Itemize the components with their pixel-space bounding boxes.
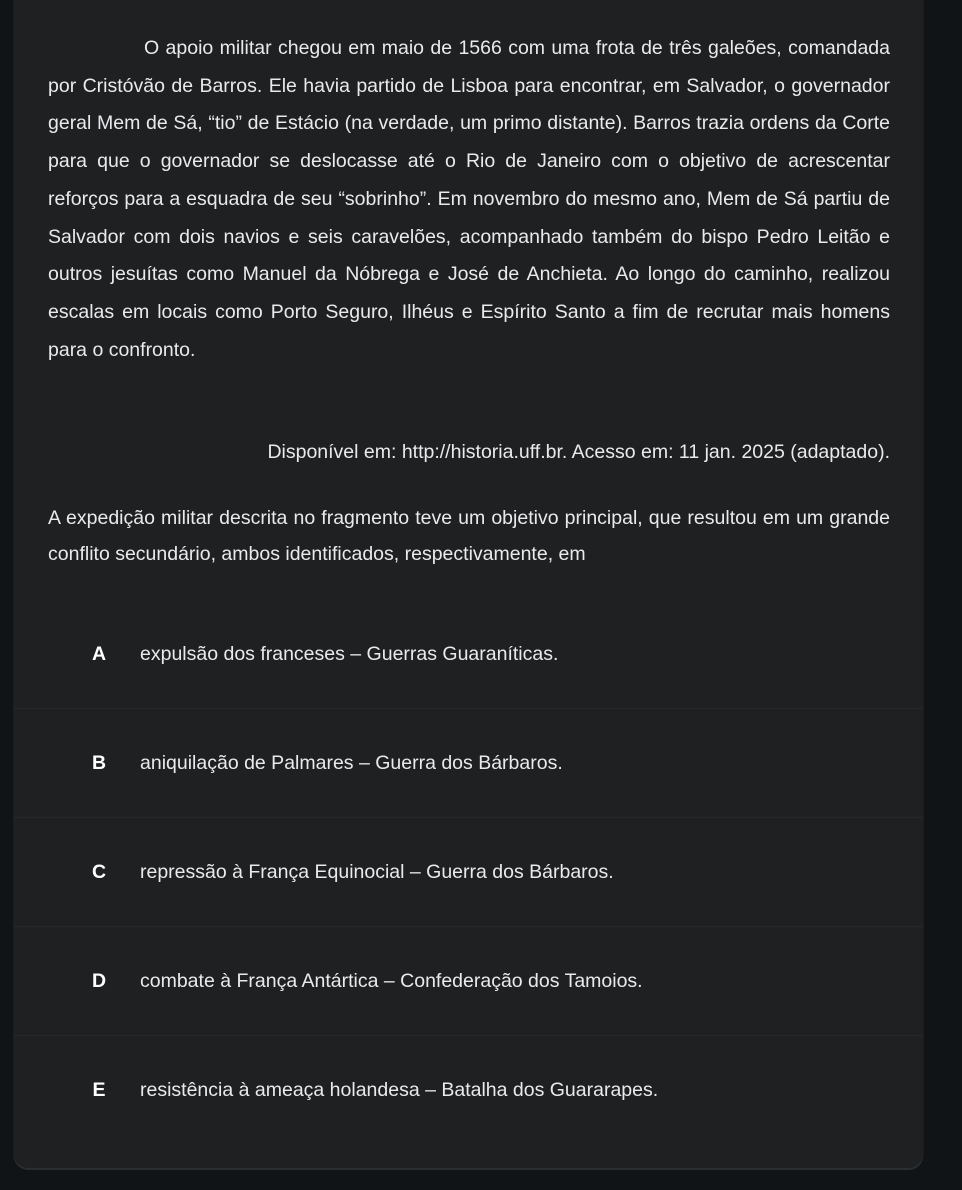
option-a[interactable]	[14, 600, 923, 708]
option-d[interactable]	[14, 926, 923, 1035]
option-text: resistência à ameaça holandesa – Batalha dos Guararapes.	[140, 1078, 659, 1101]
option-e[interactable]	[14, 1035, 923, 1144]
option-letter: D	[91, 969, 107, 992]
option-letter: C	[91, 860, 107, 883]
option-text: aniquilação de Palmares – Guerra dos Bárbaros.	[140, 751, 563, 774]
option-letter: A	[91, 642, 107, 665]
question-stem: A expedição militar descrita no fragmento teve um objetivo principal, que resultou em um grande conflito secundário, ambos identificados, respectivamente, em	[48, 507, 890, 565]
option-text: combate à França Antártica – Confederação dos Tamoios.	[140, 969, 643, 992]
answer-options	[14, 600, 923, 1144]
option-letter: B	[91, 751, 107, 774]
option-b[interactable]	[14, 708, 923, 817]
option-letter: E	[92, 1078, 106, 1101]
option-text: expulsão dos franceses – Guerras Guaraníticas.	[140, 642, 559, 665]
passage-text: O apoio militar chegou em maio de 1566 com uma frota de três galeões, comandada por Cristóvão de Barros. Ele havia partido de Lisboa para encontrar, em Salvador, o governador geral Mem de Sá, “tio” de Estácio (na verdade, um primo distante). Barros trazia ordens da Corte para que o governador se deslocasse até o Rio de Janeiro com o objetivo de acrescentar reforços para a esquadra de seu “sobrinho”. Em novembro do mesmo ano, Mem de Sá partiu de Salvador com dois navios e seis caravelões, acompanhado também do bispo Pedro Leitão e outros jesuítas como Manuel da Nóbrega e José de Anchieta. Ao longo do caminho, realizou escalas em locais como Porto Seguro, Ilhéus e Espírito Santo a fim de recrutar mais homens para o confronto.	[48, 37, 890, 361]
source-citation: Disponível em: http://historia.uff.br. Acesso em: 11 jan. 2025 (adaptado).	[267, 441, 890, 463]
option-c[interactable]	[14, 817, 923, 926]
option-text: repressão à França Equinocial – Guerra dos Bárbaros.	[140, 860, 614, 883]
